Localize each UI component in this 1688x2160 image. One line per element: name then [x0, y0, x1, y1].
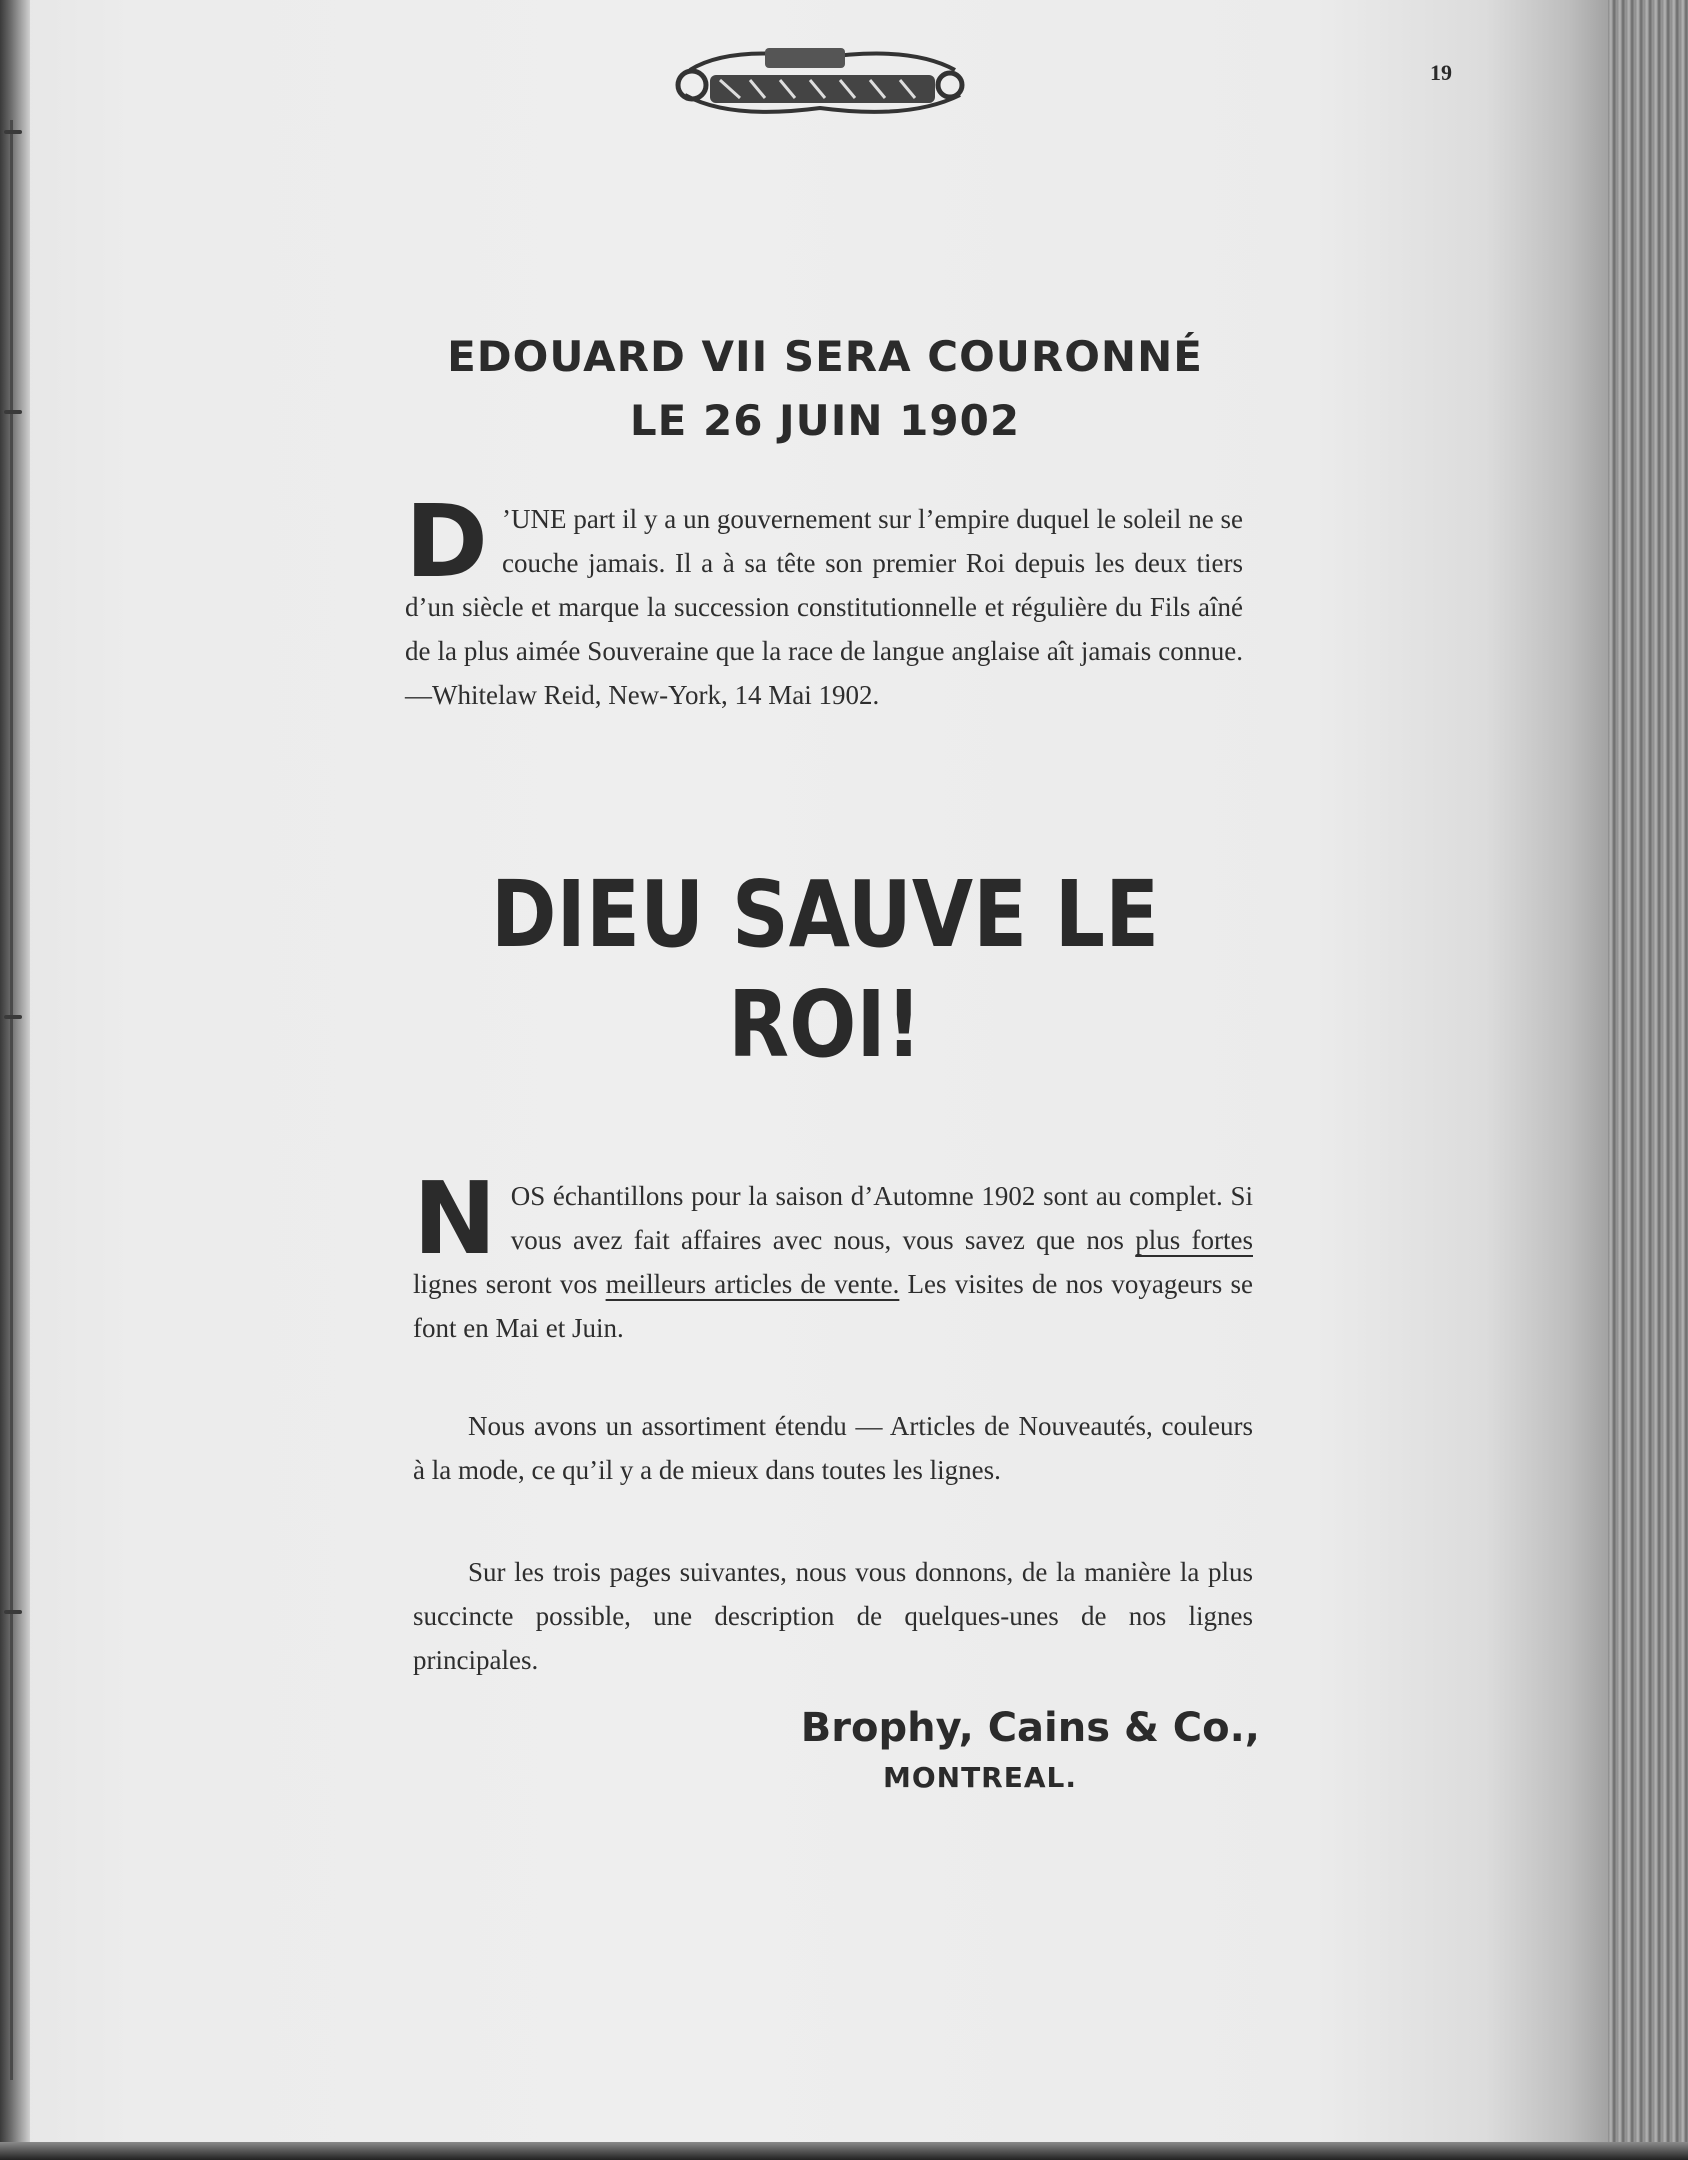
announcement-text-end: Les visites de nos voyageurs se font en Mai et Juin.	[413, 1269, 1253, 1343]
binding-stitch	[4, 130, 22, 134]
binding-thread	[10, 120, 13, 2080]
drop-cap: N	[413, 1160, 497, 1277]
page-number: 19	[1430, 60, 1452, 85]
company-city: MONTREAL.	[882, 1761, 1078, 1794]
binding-stitch	[4, 410, 22, 414]
drop-cap: D	[405, 483, 489, 600]
slogan-heading: DIEU SAUVE LE ROI!	[490, 861, 1160, 1078]
quote-text: ’UNE part il y a un gouvernement sur l’empire duquel le soleil ne se couche jamais. Il a à sa tête son premier Roi depuis les deux tiers d’un siècle et marque la succession constitutionnelle et régulière du Fils aîné de la plus aimée Souveraine que la race de langue anglaise aît jamais connue.—Whitelaw Reid, New-York, 14 Mai 1902.	[405, 504, 1243, 710]
page-bottom-edge	[0, 2142, 1688, 2160]
underlined-phrase: plus fortes	[1135, 1225, 1253, 1255]
headline-line-2: LE 26 JUIN 1902	[629, 396, 1021, 445]
article-headline	[380, 325, 1270, 453]
announcement-text-middle: lignes seront vos	[413, 1269, 606, 1299]
coronation-quote	[405, 483, 1243, 717]
announcement-text-start: OS échantillons pour la saison d’Automne 1902 sont au complet. Si vous avez fait affaires avec nous, vous savez que nos	[510, 1181, 1253, 1255]
headline-line-1: EDOUARD VII SERA COURONNÉ	[447, 332, 1203, 381]
following-pages-paragraph: Sur les trois pages suivantes, nous vous donnons, de la manière la plus succincte possible, une description de quelques-unes de nos lignes principales.	[413, 1557, 1253, 1675]
binding-stitch	[4, 1610, 22, 1614]
company-signature: Brophy, Cains & Co.,	[800, 1705, 1260, 1751]
stacked-page-edges	[1608, 0, 1688, 2160]
samples-announcement	[413, 1160, 1253, 1350]
assortment-paragraph: Nous avons un assortiment étendu — Articles de Nouveautés, couleurs à la mode, ce qu’il y a de mieux dans toutes les lignes.	[413, 1411, 1253, 1485]
masthead-logo	[670, 40, 970, 130]
underlined-phrase: meilleurs articles de vente.	[605, 1269, 900, 1299]
book-binding	[0, 0, 30, 2160]
binding-stitch	[4, 1015, 22, 1019]
